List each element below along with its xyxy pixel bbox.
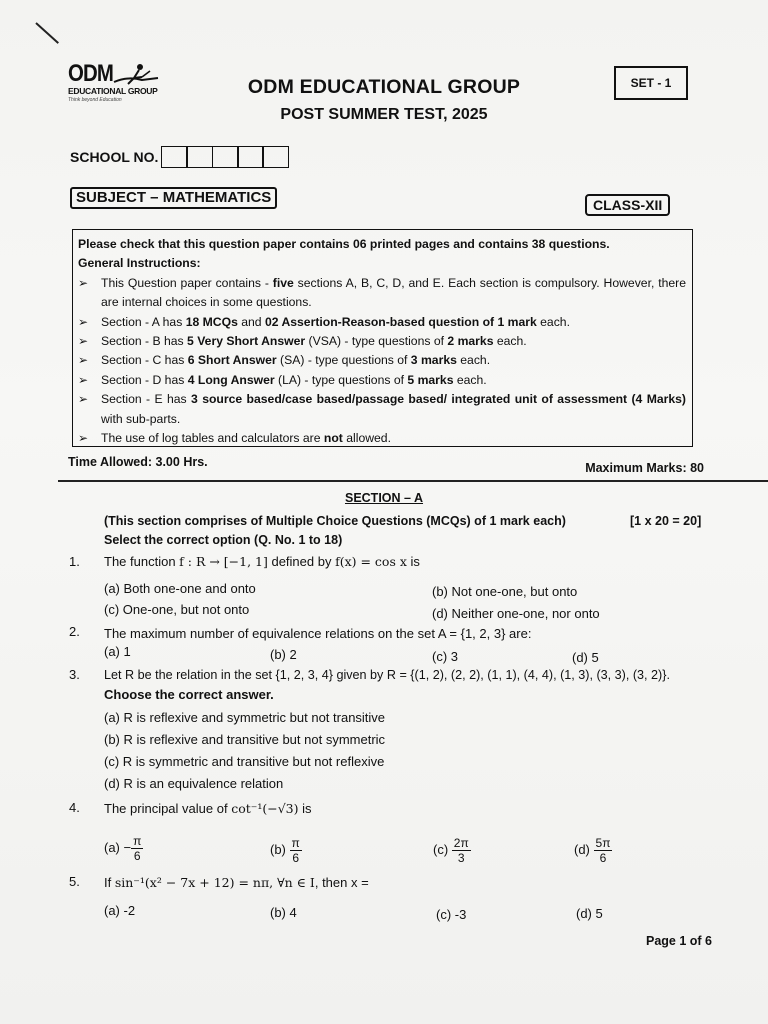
instruction-bold: 6 Short Answer — [187, 353, 277, 368]
instruction-text: each. — [493, 334, 527, 349]
instruction-bold: 3 source based/case based/passage based/ integrated unit of assessment (4 Marks) — [191, 392, 686, 407]
math-expression: f(x) = cos x — [335, 554, 407, 569]
option-b[interactable]: (b) R is reflexive and transitive but not symmetric — [104, 732, 386, 747]
option-b[interactable] — [270, 836, 302, 865]
corner-pen-mark — [35, 22, 59, 44]
option-sign: − — [123, 839, 132, 855]
exam-title: POST SUMMER TEST, 2025 — [280, 106, 488, 123]
option-b[interactable]: (b) 2 — [270, 647, 297, 662]
set-badge: SET - 1 — [614, 66, 688, 100]
school-number-field — [70, 146, 289, 168]
question-number: 2. — [69, 624, 80, 639]
instruction-bold: 4 Long Answer — [187, 372, 275, 387]
instruction-item — [78, 429, 686, 448]
question-text — [104, 875, 369, 890]
maximum-marks: Maximum Marks: 80 — [585, 461, 704, 475]
arrow-bullet-icon: ➢ — [78, 431, 89, 446]
class-label: CLASS-XII — [585, 194, 670, 216]
math-expression: sin⁻¹(x² − 7x + 12) = nπ, ∀n ∈ I — [114, 875, 315, 890]
instruction-bold: five — [272, 275, 294, 290]
instruction-bold: not — [323, 431, 343, 446]
instruction-item — [78, 371, 686, 390]
logo-subtitle: EDUCATIONAL GROUP — [68, 86, 158, 96]
option-label: (a) — [104, 839, 120, 855]
instruction-text: each. — [456, 353, 491, 368]
option-c[interactable]: (c) -3 — [436, 907, 467, 922]
option-c[interactable]: (c) One-one, but not onto — [104, 602, 250, 617]
fraction-denominator: 6 — [292, 851, 299, 865]
question-number: 3. — [69, 667, 80, 682]
section-title: SECTION – A — [344, 491, 424, 505]
math-expression: cot⁻¹(−√3) — [231, 801, 299, 816]
instruction-text: and — [237, 314, 265, 329]
question-text-part: The function — [104, 554, 180, 569]
instruction-text: allowed. — [342, 431, 391, 446]
school-digit-box[interactable] — [262, 146, 289, 168]
logo-text: ODM — [68, 60, 114, 87]
instruction-text: Section - E has — [101, 392, 192, 407]
arrow-bullet-icon: ➢ — [78, 334, 89, 349]
fraction-numerator: π — [133, 834, 142, 848]
instruction-text: Section - D has — [101, 372, 188, 387]
instruction-text: Section - B has — [101, 334, 188, 349]
question-text: Let R be the relation in the set {1, 2, 3, 4} given by R = {(1, 2), (2, 2), (1, 1), (4, 4), (1, 3), (3, 3), (3, 2)}. — [104, 668, 670, 682]
instruction-item — [78, 274, 686, 313]
school-number-boxes[interactable] — [162, 146, 289, 168]
instructions-box — [72, 229, 693, 447]
instruction-bold: 18 MCQs — [185, 314, 238, 329]
fraction-numerator: 5π — [595, 836, 611, 850]
question-text-part: The principal value of — [104, 801, 232, 816]
fraction — [452, 836, 471, 865]
school-label: SCHOOL NO. — [70, 149, 159, 165]
option-b[interactable]: (b) Not one-one, but onto — [432, 584, 578, 599]
option-c[interactable]: (c) R is symmetric and transitive but not reflexive — [104, 754, 385, 769]
instruction-bold: 5 marks — [407, 372, 454, 387]
option-d[interactable]: (d) Neither one-one, nor onto — [432, 606, 600, 621]
instruction-bold: 3 marks — [410, 353, 457, 368]
instruction-bold: 2 marks — [447, 334, 494, 349]
fraction — [594, 836, 613, 865]
instruction-item — [78, 332, 686, 351]
option-label: (b) — [270, 841, 286, 857]
option-d[interactable]: (d) R is an equivalence relation — [104, 776, 284, 791]
question-text — [104, 554, 420, 569]
instruction-text: This Question paper contains - — [101, 275, 273, 290]
question-text — [104, 801, 312, 816]
instruction-item — [78, 313, 686, 332]
instruction-text: each. — [536, 314, 570, 329]
question-text-part: , then x = — [314, 875, 369, 890]
logo-tagline: Think beyond Education — [68, 97, 122, 103]
option-label: (d) — [574, 841, 590, 857]
instruction-text: with sub-parts. — [101, 411, 181, 426]
option-d[interactable]: (d) 5 — [576, 906, 603, 921]
fraction-denominator: 6 — [599, 851, 607, 865]
school-digit-box[interactable] — [161, 146, 188, 168]
question-text: The maximum number of equivalence relations on the set A = {1, 2, 3} are: — [104, 626, 532, 641]
question-text-part: is — [406, 554, 420, 569]
instruction-bold: 02 Assertion-Reason-based question of 1 mark — [264, 314, 537, 329]
option-a[interactable] — [104, 834, 143, 863]
page-count-note: Please check that this question paper contains 06 printed pages and contains 38 questions. — [78, 237, 610, 251]
option-label: (c) — [433, 841, 449, 857]
instruction-text: each. — [453, 372, 487, 387]
option-a[interactable]: (a) R is reflexive and symmetric but not transitive — [104, 710, 386, 725]
school-digit-box[interactable] — [212, 146, 239, 168]
instruction-item — [78, 351, 686, 370]
math-expression: f : R → [−1, 1] — [179, 554, 268, 569]
question-instruction: Choose the correct answer. — [104, 687, 274, 702]
option-c[interactable]: (c) 3 — [432, 649, 458, 664]
question-number: 5. — [69, 874, 80, 889]
arrow-bullet-icon: ➢ — [78, 314, 89, 329]
general-instructions-heading: General Instructions: — [78, 256, 201, 271]
instruction-item — [78, 390, 686, 429]
question-text-part: is — [298, 801, 312, 816]
instruction-text: (VSA) - type questions of — [305, 334, 448, 349]
arrow-bullet-icon: ➢ — [78, 372, 89, 387]
fraction-denominator: 6 — [133, 849, 141, 863]
arrow-bullet-icon: ➢ — [78, 353, 89, 368]
arrow-bullet-icon: ➢ — [78, 392, 89, 407]
option-a[interactable]: (a) Both one-one and onto — [104, 581, 256, 596]
section-select-note: Select the correct option (Q. No. 1 to 18) — [104, 533, 343, 547]
page-number: Page 1 of 6 — [646, 934, 712, 948]
section-marks: [1 x 20 = 20] — [630, 514, 702, 528]
fraction-numerator: 2π — [453, 836, 469, 850]
option-b[interactable]: (b) 4 — [270, 905, 297, 920]
org-title: ODM EDUCATIONAL GROUP — [247, 76, 521, 98]
instruction-text: (LA) - type questions of — [274, 372, 408, 387]
school-digit-box[interactable] — [237, 146, 264, 168]
subject-label: SUBJECT – MATHEMATICS — [70, 187, 277, 209]
option-c[interactable] — [433, 836, 471, 865]
instruction-text: (SA) - type questions of — [276, 353, 411, 368]
time-allowed: Time Allowed: 3.00 Hrs. — [68, 455, 208, 469]
fraction-numerator: π — [291, 836, 300, 850]
option-d[interactable] — [574, 836, 612, 865]
question-text-part: defined by — [267, 554, 336, 569]
arrow-bullet-icon: ➢ — [78, 275, 89, 290]
divider — [58, 480, 768, 482]
instruction-bold: 5 Very Short Answer — [187, 334, 306, 349]
question-number: 4. — [69, 800, 80, 815]
option-a[interactable]: (a) -2 — [104, 903, 136, 918]
section-description: (This section comprises of Multiple Choice Questions (MCQs) of 1 mark each) — [104, 514, 566, 528]
fraction-denominator: 3 — [457, 851, 465, 865]
instruction-text: The use of log tables and calculators are — [101, 431, 324, 446]
school-digit-box[interactable] — [186, 146, 213, 168]
instruction-text: Section - C has — [101, 353, 188, 368]
question-text-part: If — [104, 875, 115, 890]
fraction — [131, 834, 143, 863]
question-number: 1. — [69, 554, 80, 569]
instruction-text: sections A, B, C, D, and E. Each section is compulsory. However, there are internal choices in some questions. — [101, 275, 687, 310]
fraction — [290, 836, 302, 865]
option-d[interactable]: (d) 5 — [572, 650, 599, 665]
option-a[interactable]: (a) 1 — [104, 644, 131, 659]
instruction-text: Section - A has — [101, 314, 186, 329]
